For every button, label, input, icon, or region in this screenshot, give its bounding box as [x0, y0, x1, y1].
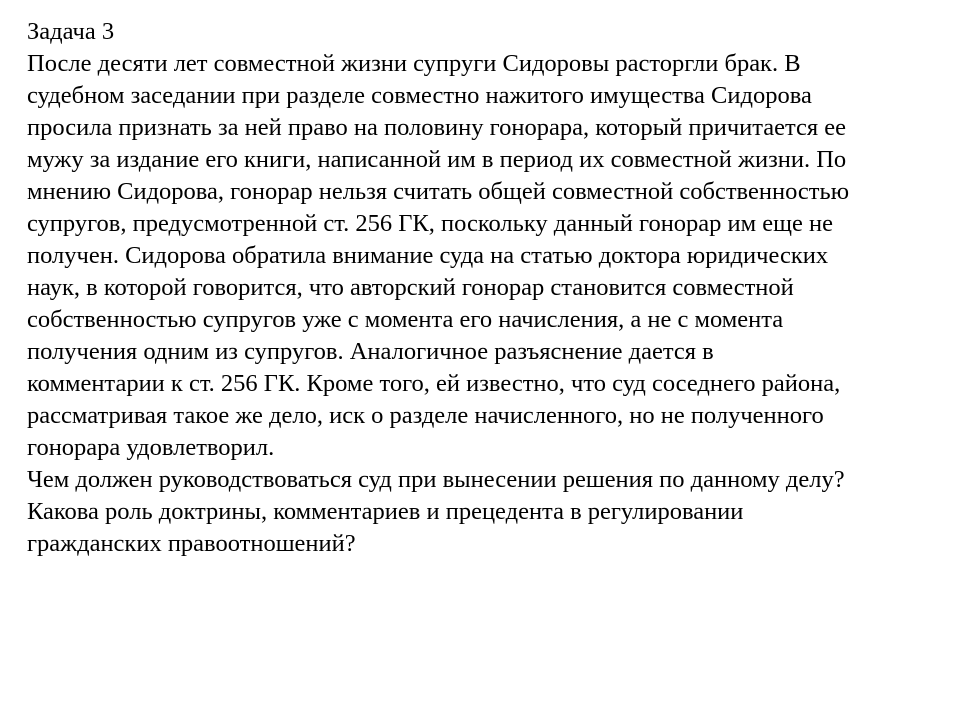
condition-line: мужу за издание его книги, написанной им в период их совместной жизни. По — [27, 146, 847, 173]
condition-line: После десяти лет совместной жизни супруги Сидоровы расторгли брак. В — [27, 50, 801, 77]
condition-line: получения одним из супругов. Аналогичное разъяснение дается в — [27, 338, 714, 365]
condition-line: супругов, предусмотренной ст. 256 ГК, поскольку данный гонорар им еще не — [27, 210, 834, 237]
condition-line: наук, в которой говорится, что авторский гонорар становится совместной — [27, 274, 794, 301]
condition-line: собственностью супругов уже с момента его начисления, а не с момента — [27, 306, 784, 333]
condition-line: судебном заседании при разделе совместно нажитого имущества Сидорова — [27, 82, 812, 109]
condition-line: рассматривая такое же дело, иск о разделе начисленного, но не полученного — [27, 402, 824, 429]
condition-line: просила признать за ней право на половину гонорара, который причитается ее — [27, 114, 847, 141]
condition-line: получен. Сидорова обратила внимание суда на статью доктора юридических — [27, 242, 829, 269]
question-line: Чем должен руководствоваться суд при вынесении решения по данному делу? — [27, 466, 845, 493]
condition-line: комментарии к ст. 256 ГК. Кроме того, ей известно, что суд соседнего района, — [27, 370, 841, 397]
task-text — [27, 16, 947, 560]
condition-line: гонорара удовлетворил. — [27, 434, 275, 461]
question-line: гражданских правоотношений? — [27, 530, 356, 557]
question-line: Какова роль доктрины, комментариев и прецедента в регулировании — [27, 498, 744, 525]
task-title: Задача 3 — [27, 18, 115, 45]
condition-line: мнению Сидорова, гонорар нельзя считать общей совместной собственностью — [27, 178, 849, 205]
